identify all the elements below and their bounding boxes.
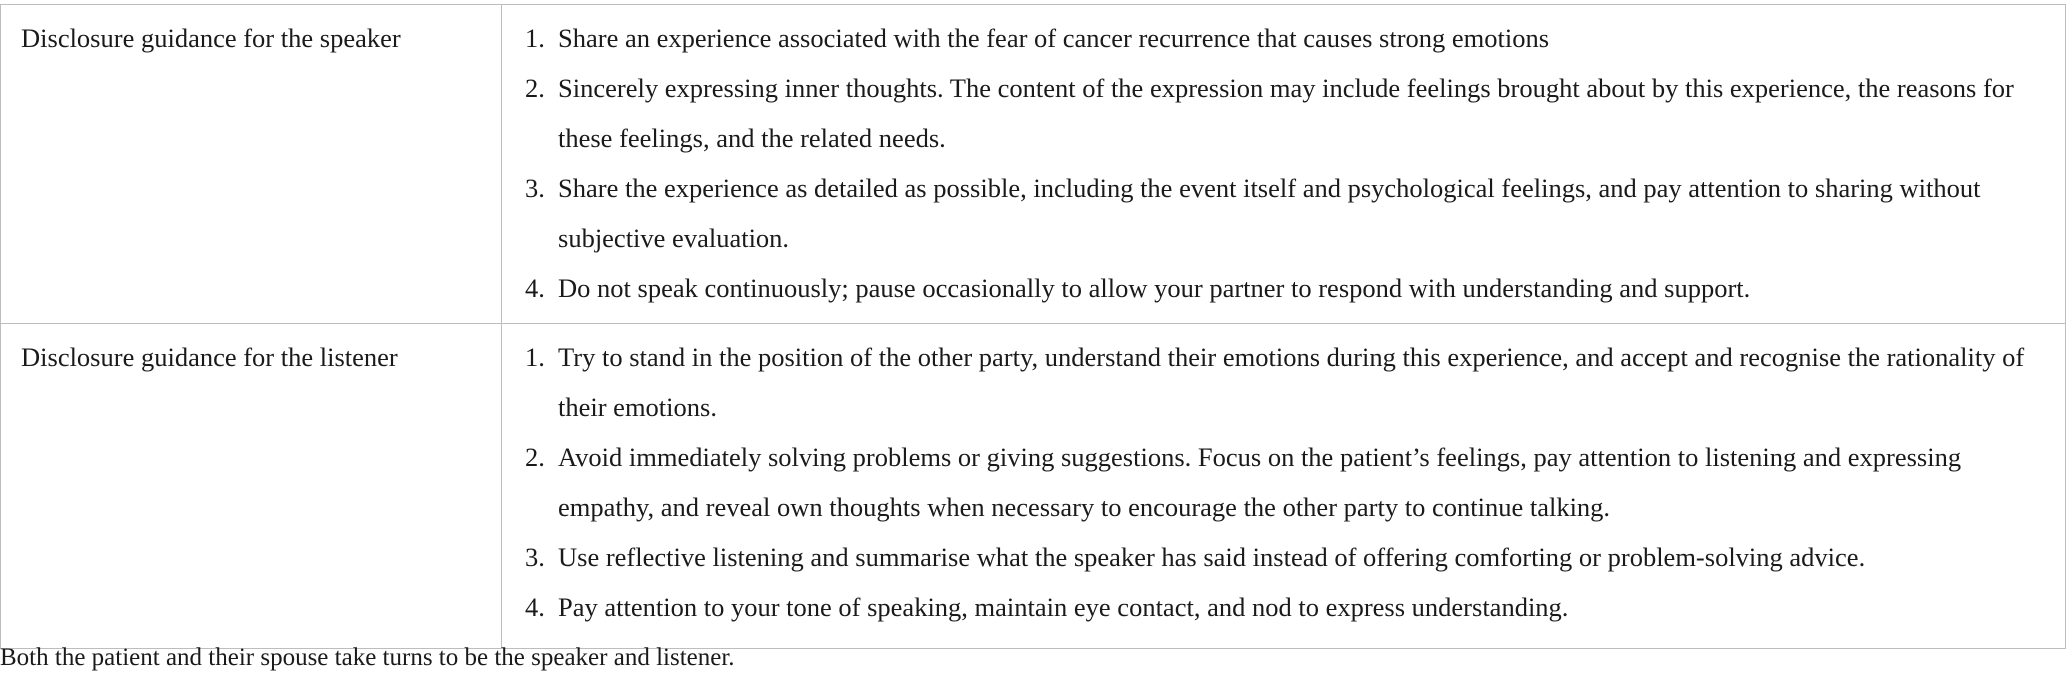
table-footnote: Both the patient and their spouse take turns to be the speaker and listener. bbox=[0, 644, 735, 671]
row-label-listener: Disclosure guidance for the listener bbox=[21, 342, 398, 372]
item-number: 3. bbox=[525, 542, 545, 572]
list-item bbox=[522, 432, 2041, 532]
guidance-table bbox=[0, 4, 2066, 649]
row-label-speaker: Disclosure guidance for the speaker bbox=[21, 23, 401, 53]
item-text: Pay attention to your tone of speaking, maintain eye contact, and nod to express understanding. bbox=[558, 592, 1569, 622]
item-text: Share the experience as detailed as possible, including the event itself and psychological feelings, and pay attention to sharing without subjective evaluation. bbox=[558, 173, 1981, 253]
table-row-listener bbox=[1, 324, 2066, 649]
listener-guidance-list bbox=[522, 332, 2041, 632]
item-text: Try to stand in the position of the other party, understand their emotions during this experience, and accept and recognise the rationality of their emotions. bbox=[558, 342, 2025, 422]
list-item bbox=[522, 263, 2041, 313]
table-row-speaker bbox=[1, 5, 2066, 324]
item-number: 1. bbox=[525, 23, 545, 53]
list-item bbox=[522, 332, 2041, 432]
item-text: Use reflective listening and summarise what the speaker has said instead of offering comforting or problem-solving advice. bbox=[558, 542, 1866, 572]
row-content-cell bbox=[502, 5, 2066, 324]
item-number: 4. bbox=[525, 273, 545, 303]
row-content-cell bbox=[502, 324, 2066, 649]
item-number: 2. bbox=[525, 73, 545, 103]
item-text: Share an experience associated with the fear of cancer recurrence that causes strong emotions bbox=[558, 23, 1550, 53]
item-number: 4. bbox=[525, 592, 545, 622]
item-text: Sincerely expressing inner thoughts. The content of the expression may include feelings brought about by this experience, the reasons for these feelings, and the related needs. bbox=[558, 73, 2014, 153]
item-number: 1. bbox=[525, 342, 545, 372]
item-number: 2. bbox=[525, 442, 545, 472]
list-item bbox=[522, 532, 2041, 582]
row-label-cell bbox=[1, 324, 502, 649]
row-label-cell bbox=[1, 5, 502, 324]
item-text: Avoid immediately solving problems or giving suggestions. Focus on the patient’s feelings, pay attention to listening and expressing empathy, and reveal own thoughts when necessary to encourage the other party to continue talking. bbox=[558, 442, 1962, 522]
list-item bbox=[522, 582, 2041, 632]
item-text: Do not speak continuously; pause occasionally to allow your partner to respond with understanding and support. bbox=[558, 273, 1751, 303]
item-number: 3. bbox=[525, 173, 545, 203]
list-item bbox=[522, 63, 2041, 163]
list-item bbox=[522, 13, 2041, 63]
speaker-guidance-list bbox=[522, 13, 2041, 313]
list-item bbox=[522, 163, 2041, 263]
